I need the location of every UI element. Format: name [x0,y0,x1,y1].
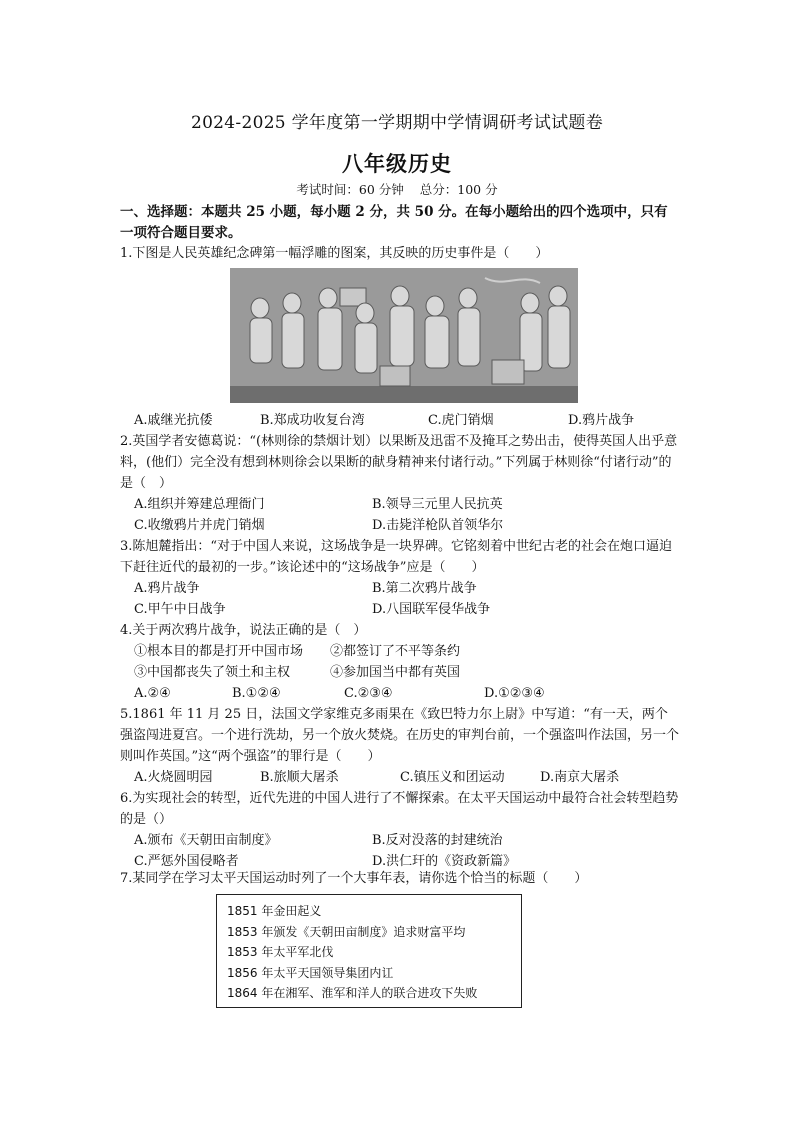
exam-score: 总分：100 分 [419,182,498,197]
q1-option-b[interactable]: B.郑成功收复台湾 [260,413,365,428]
timeline-entry: 1851 年金田起义 [227,904,322,918]
q2-option-a[interactable]: A.组织并筹建总理衙门 [134,497,265,512]
exam-time: 考试时间：60 分钟 [296,182,404,197]
q3-option-d[interactable]: D.八国联军侵华战争 [372,602,491,617]
q5-option-b[interactable]: B.旅顺大屠杀 [260,770,339,785]
question-7-stem: 7.某同学在学习太平天国运动时列了一个大事年表，请你选个恰当的标题（ ） [120,871,588,886]
question-4-stem: 4.关于两次鸦片战争，说法正确的是（ ） [120,623,367,638]
question-6-stem: 6.为实现社会的转型，近代先进的中国人进行了不懈探索。在太平天国运动中最符合社会转型趋势的是（） [120,791,679,827]
q1-option-a[interactable]: A.戚继光抗倭 [134,413,213,428]
question-1-stem: 1.下图是人民英雄纪念碑第一幅浮雕的图案，其反映的历史事件是（ ） [120,246,549,261]
q6-option-a[interactable]: A.颁布《天朝田亩制度》 [134,833,278,848]
section-heading: 一、选择题：本题共 25 小题，每小题 2 分，共 50 分。在每小题给出的四个选项中，只有一项符合题目要求。 [120,204,668,241]
relief-sculpture-illustration [230,268,578,403]
q6-option-b[interactable]: B.反对没落的封建统治 [372,833,503,848]
q3-option-b[interactable]: B.第二次鸦片战争 [372,581,477,596]
timeline-entry: 1864 年在湘军、淮军和洋人的联合进攻下失败 [227,986,478,1000]
q6-option-d[interactable]: D.洪仁玕的《资政新篇》 [372,854,517,869]
subject-title: 八年级历史 [342,151,452,176]
exam-title: 2024-2025 学年度第一学期期中学情调研考试试题卷 [190,113,604,133]
q4-item-2: ②都签订了不平等条约 [330,644,461,659]
timeline-entry: 1856 年太平天国领导集团内讧 [227,965,394,980]
q4-item-1: ①根本目的都是打开中国市场 [134,644,304,659]
q5-option-d[interactable]: D.南京大屠杀 [540,770,620,785]
relief-image [230,268,578,403]
timeline-entry: 1853 年太平军北伐 [227,945,334,959]
timeline-box [216,894,522,1008]
q5-option-c[interactable]: C.镇压义和团运动 [400,770,505,785]
q6-option-c[interactable]: C.严惩外国侵略者 [134,854,239,869]
q3-option-a[interactable]: A.鸦片战争 [134,581,200,596]
question-2-stem: 2.英国学者安德葛说：“(林则徐的禁烟计划）以果断及迅雷不及掩耳之势出击，使得英国人出乎意料，(他们）完全没有想到林则徐会以果断的献身精神来付诸行动。”下列属于林则徐“付诸行动”的是（ ） [120,434,678,491]
q4-item-4: ④参加国当中都有英国 [330,665,461,680]
q2-option-b[interactable]: B.领导三元里人民抗英 [372,497,503,512]
q4-option-d[interactable]: D.①②③④ [484,686,545,701]
q2-option-c[interactable]: C.收缴鸦片并虎门销烟 [134,518,265,533]
q4-item-3: ③中国都丧失了领土和主权 [134,665,291,680]
q1-option-d[interactable]: D.鸦片战争 [568,413,635,428]
q2-option-d[interactable]: D.击毙洋枪队首领华尔 [372,518,504,533]
question-3-stem: 3.陈旭麓指出：“对于中国人来说，这场战争是一块界碑。它铭刻着中世纪古老的社会在炮口逼迫下赶往近代的最初的一步。”该论述中的“这场战争”应是（ ） [120,539,673,575]
q1-option-c[interactable]: C.虎门销烟 [428,413,494,428]
q5-option-a[interactable]: A.火烧圆明园 [134,770,213,785]
q4-option-b[interactable]: B.①②④ [232,686,281,701]
question-5-stem: 5.1861 年 11 月 25 日，法国文学家维克多雨果在《致巴特力尔上尉》中写道：“有一天，两个强盗闯进夏宫。一个进行洗劫，另一个放火焚烧。在历史的审判台前，一个强盗叫作法国，另一个则叫作英国。”这“两个强盗”的罪行是（ ） [120,707,680,764]
timeline-entry: 1853 年颁发《天朝田亩制度》追求财富平均 [227,924,466,939]
q4-option-a[interactable]: A.②④ [134,686,171,701]
q3-option-c[interactable]: C.甲午中日战争 [134,602,226,617]
q4-option-c[interactable]: C.②③④ [344,686,393,701]
exam-info [0,180,794,198]
